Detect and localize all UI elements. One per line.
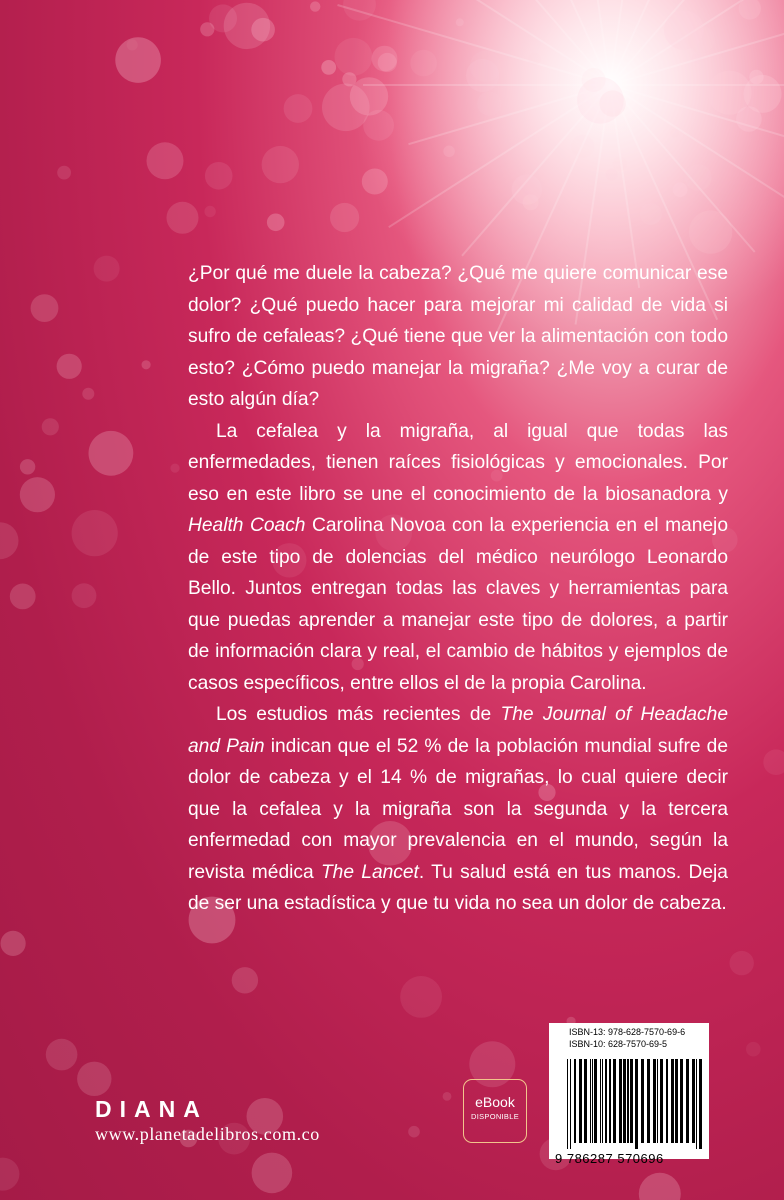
ebook-badge-title: eBook <box>475 1094 515 1110</box>
bokeh-dot <box>685 164 712 191</box>
ebook-badge-subtitle: DISPONIBLE <box>470 1112 519 1121</box>
bokeh-dot <box>362 169 388 195</box>
blurb-paragraph-1: ¿Por qué me duele la cabeza? ¿Qué me quiere comunicar ese dolor? ¿Qué puedo hacer para mejorar mi calidad de vida si sufro de cefaleas? ¿Qué tiene que ver la alimentación con todo esto? ¿Cómo puedo manejar la migraña? ¿Me voy a curar de esto algún día? <box>188 263 728 410</box>
bokeh-dot <box>571 135 594 158</box>
barcode-bar <box>570 1059 571 1149</box>
barcode-graphic <box>567 1059 703 1149</box>
bokeh-dot <box>673 182 688 197</box>
bokeh-dot <box>72 510 118 556</box>
bokeh-dot <box>746 1042 761 1057</box>
blurb-text <box>188 258 728 920</box>
barcode-bar <box>680 1059 683 1143</box>
bokeh-dot <box>46 1039 78 1071</box>
bokeh-dot <box>613 157 628 172</box>
bokeh-dot <box>466 59 499 92</box>
bokeh-dot <box>72 583 97 608</box>
bokeh-dot <box>127 39 138 50</box>
bokeh-dot <box>410 50 437 77</box>
isbn-10-label: ISBN-10: 628-7570-69-5 <box>569 1039 668 1049</box>
bokeh-dot <box>142 360 151 369</box>
bokeh-dot <box>20 459 35 474</box>
bokeh-dot <box>262 146 299 183</box>
bokeh-dot <box>82 388 94 400</box>
barcode-bar <box>609 1059 611 1143</box>
barcode-bar <box>567 1059 568 1149</box>
barcode-bar <box>584 1059 587 1143</box>
bokeh-dot <box>577 77 624 124</box>
bokeh-dot <box>749 70 763 84</box>
bokeh-dot <box>687 26 714 53</box>
bokeh-dot <box>691 54 701 64</box>
bokeh-dot <box>0 522 19 559</box>
barcode-bar <box>641 1059 644 1143</box>
bokeh-dot <box>335 38 373 76</box>
bokeh-dot <box>528 53 541 66</box>
barcode-bar <box>692 1059 695 1143</box>
barcode-bar <box>675 1059 678 1143</box>
bokeh-dot <box>689 210 732 253</box>
barcode-bar <box>630 1059 633 1143</box>
bokeh-dot <box>730 951 754 975</box>
bokeh-dot <box>1 931 26 956</box>
bokeh-dot <box>10 584 36 610</box>
bokeh-dot <box>322 84 370 132</box>
barcode-bar <box>666 1059 668 1143</box>
bokeh-dot <box>330 203 359 232</box>
bokeh-dot <box>251 18 275 42</box>
publisher-logo: DIANA <box>95 1096 208 1122</box>
barcode-bar <box>699 1059 702 1149</box>
blurb-paragraph-3: Los estudios más recientes de The Journal of Headache and Pain indican que el 52 % de la población mundial sufre de dolor de cabeza y el 14 % de migrañas, lo cual quiere decir que la cefalea y la migraña son la segunda y la tercera enfermedad con mayor prevalencia en el mundo, según la revista médica The Lancet. Tu salud está en tus manos. Deja de ser una estadística y que tu vida no sea un dolor de cabeza. <box>188 704 728 914</box>
bokeh-dot <box>94 256 120 282</box>
bokeh-dot <box>232 967 258 993</box>
barcode-bar <box>627 1059 629 1143</box>
bokeh-dot <box>378 53 397 72</box>
bokeh-dot <box>363 110 394 141</box>
blurb-paragraph-2: La cefalea y la migraña, al igual que todas las enfermedades, tienen raíces fisiológicas y emocionales. Por eso en este libro se une el conocimiento de la biosanadora y Health Coach Carolina Novoa con la experiencia en el manejo de este tipo de dolencias del médico neurólogo Leonardo Bello. Juntos entregan todas las claves y herramientas para que puedas aprender a manejar este tipo de dolores, a partir de información clara y real, el cambio de hábitos y ejemplos de casos específicos, entre ellos el de la propia Carolina. <box>188 420 728 694</box>
barcode-bar <box>623 1059 626 1143</box>
bokeh-dot <box>310 1 320 11</box>
barcode-bar <box>671 1059 674 1143</box>
bokeh-dot <box>670 129 679 138</box>
barcode-bar <box>605 1059 607 1143</box>
barcode-bar <box>619 1059 622 1143</box>
barcode-bar <box>647 1059 650 1143</box>
barcode-bar <box>635 1059 638 1149</box>
bokeh-dot <box>443 146 455 158</box>
bokeh-dot <box>57 166 71 180</box>
bokeh-dot <box>252 1153 293 1194</box>
barcode-bar <box>653 1059 656 1143</box>
barcode-bar <box>686 1059 689 1143</box>
barcode-bar <box>592 1059 593 1143</box>
bokeh-dot <box>443 1092 452 1101</box>
barcode-bar <box>574 1059 576 1143</box>
bokeh-dot <box>606 169 618 181</box>
ebook-available-badge <box>463 1079 527 1143</box>
bokeh-dot <box>456 18 464 26</box>
bokeh-dot <box>707 71 751 115</box>
bokeh-dot <box>77 1062 111 1096</box>
bokeh-dot <box>147 142 184 179</box>
barcode-bar <box>660 1059 663 1143</box>
barcode-bar <box>600 1059 601 1143</box>
barcode-bar <box>594 1059 597 1143</box>
bokeh-dot <box>31 294 59 322</box>
bokeh-dot <box>89 431 134 476</box>
bokeh-dot <box>284 94 313 123</box>
bokeh-dot <box>267 214 285 232</box>
bokeh-dot <box>763 749 784 775</box>
bokeh-dot <box>204 206 215 217</box>
isbn-barcode-box <box>549 1023 709 1166</box>
bokeh-dot <box>640 203 662 225</box>
bokeh-dot <box>639 1173 681 1200</box>
barcode-bar <box>613 1059 616 1143</box>
bokeh-dot <box>57 354 82 379</box>
barcode-digits: 9 786287 570696 <box>555 1151 664 1166</box>
bokeh-dot <box>205 162 233 190</box>
publisher-website-link[interactable]: www.planetadelibros.com.co <box>95 1124 320 1144</box>
barcode-bar <box>579 1059 582 1143</box>
bokeh-dot <box>20 477 55 512</box>
bokeh-dot <box>170 464 179 473</box>
bokeh-dot <box>400 976 442 1018</box>
barcode-bar <box>696 1059 697 1149</box>
barcode-bar <box>657 1059 658 1143</box>
bokeh-dot <box>408 1126 420 1138</box>
bokeh-dot <box>0 1158 19 1191</box>
bokeh-dot <box>42 418 59 435</box>
bokeh-dot <box>167 202 199 234</box>
bokeh-dot <box>115 37 161 83</box>
bokeh-dot <box>200 22 214 36</box>
bokeh-dot <box>477 92 501 116</box>
barcode-bar <box>590 1059 591 1143</box>
bokeh-dot <box>321 60 336 75</box>
isbn-13-label: ISBN-13: 978-628-7570-69-6 <box>569 1027 686 1037</box>
bokeh-dot <box>523 194 539 210</box>
barcode-bar <box>602 1059 603 1143</box>
